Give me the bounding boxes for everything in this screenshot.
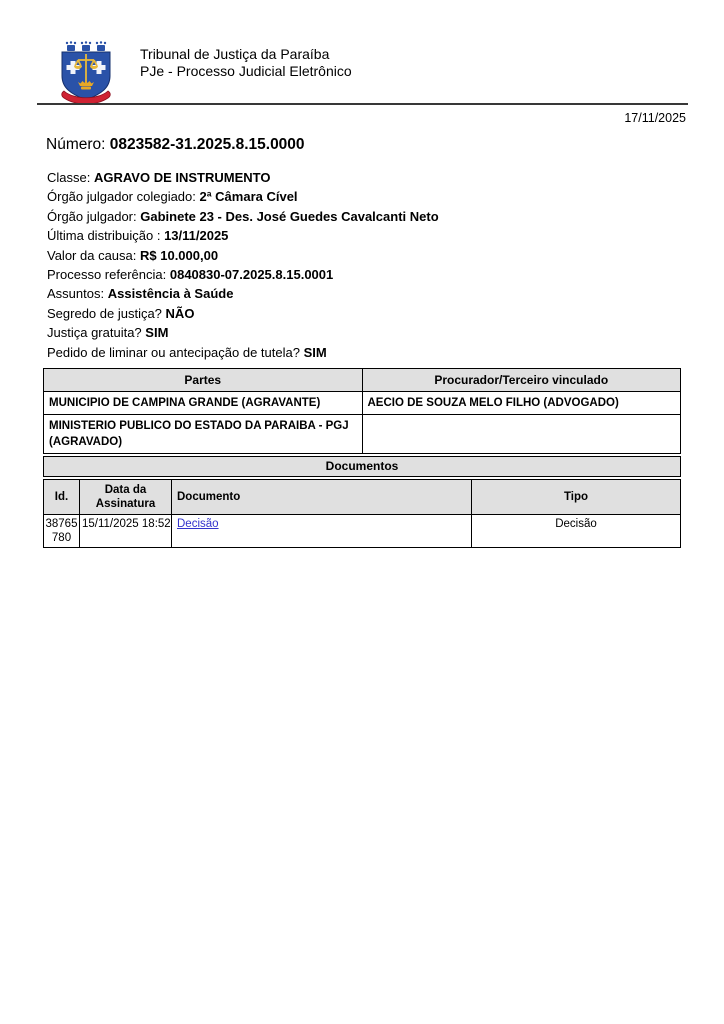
document-header [58, 40, 352, 106]
field-valor-causa: Valor da causa: R$ 10.000,00 [47, 247, 219, 263]
partes-header: Partes [44, 369, 363, 392]
process-number-value: 0823582-31.2025.8.15.0000 [109, 136, 305, 153]
id-header: Id. [44, 480, 80, 515]
field-classe: Classe: AGRAVO DE INSTRUMENTO [47, 170, 271, 185]
tjpb-coat-of-arms-logo [58, 40, 114, 106]
header-title-line1: Tribunal de Justiça da Paraíba [140, 46, 330, 62]
process-number-label: Número: [46, 136, 106, 153]
process-metadata-fields [47, 168, 677, 362]
documentos-caption-bar: Documentos [43, 456, 681, 477]
documento-cell [172, 515, 472, 548]
partes-header-row [44, 369, 681, 392]
documento-tipo: Decisão [472, 515, 681, 548]
data-assinatura-header: Data da Assinatura [80, 480, 172, 515]
documento-link[interactable]: Decisão [177, 518, 219, 530]
documento-row [44, 515, 681, 548]
documentos-table [43, 479, 681, 548]
coat-of-arms-icon [58, 40, 114, 106]
process-number-line [46, 136, 305, 154]
procurador-header: Procurador/Terceiro vinculado [362, 369, 681, 392]
field-segredo-justica: Segredo de justiça? NÃO [47, 305, 195, 321]
documentos-header-row [44, 480, 681, 515]
procurador-cell: AECIO DE SOUZA MELO FILHO (ADVOGADO) [362, 392, 681, 415]
document-date: 17/11/2025 [624, 111, 686, 125]
parte-cell: MUNICIPIO DE CAMPINA GRANDE (AGRAVANTE) [44, 392, 363, 415]
tipo-header: Tipo [472, 480, 681, 515]
field-justica-gratuita: Justiça gratuita? SIM [47, 325, 169, 341]
header-title-block [140, 40, 352, 80]
parte-cell: MINISTERIO PUBLICO DO ESTADO DA PARAIBA - PGJ (AGRAVADO) [44, 415, 363, 454]
partes-row [44, 392, 681, 415]
field-assuntos: Assuntos: Assistência à Saúde [47, 286, 234, 302]
field-pedido-liminar: Pedido de liminar ou antecipação de tutela? SIM [47, 344, 327, 360]
partes-table [43, 368, 681, 454]
field-orgao-colegiado: Órgão julgador colegiado: 2ª Câmara Cível [47, 189, 298, 205]
procurador-cell [362, 415, 681, 454]
tables-section [43, 368, 681, 548]
header-title-line2: PJe - Processo Judicial Eletrônico [140, 63, 352, 79]
documento-data-assinatura: 15/11/2025 18:52 [80, 515, 172, 548]
documento-id: 38765780 [44, 515, 80, 548]
field-processo-referencia: Processo referência: 0840830-07.2025.8.15.0001 [47, 267, 334, 283]
field-ultima-distribuicao: Última distribuição : 13/11/2025 [47, 228, 229, 244]
partes-row [44, 415, 681, 454]
documento-header: Documento [172, 480, 472, 515]
header-divider [37, 103, 688, 105]
field-orgao-julgador: Órgão julgador: Gabinete 23 - Des. José Guedes Cavalcanti Neto [47, 208, 439, 224]
